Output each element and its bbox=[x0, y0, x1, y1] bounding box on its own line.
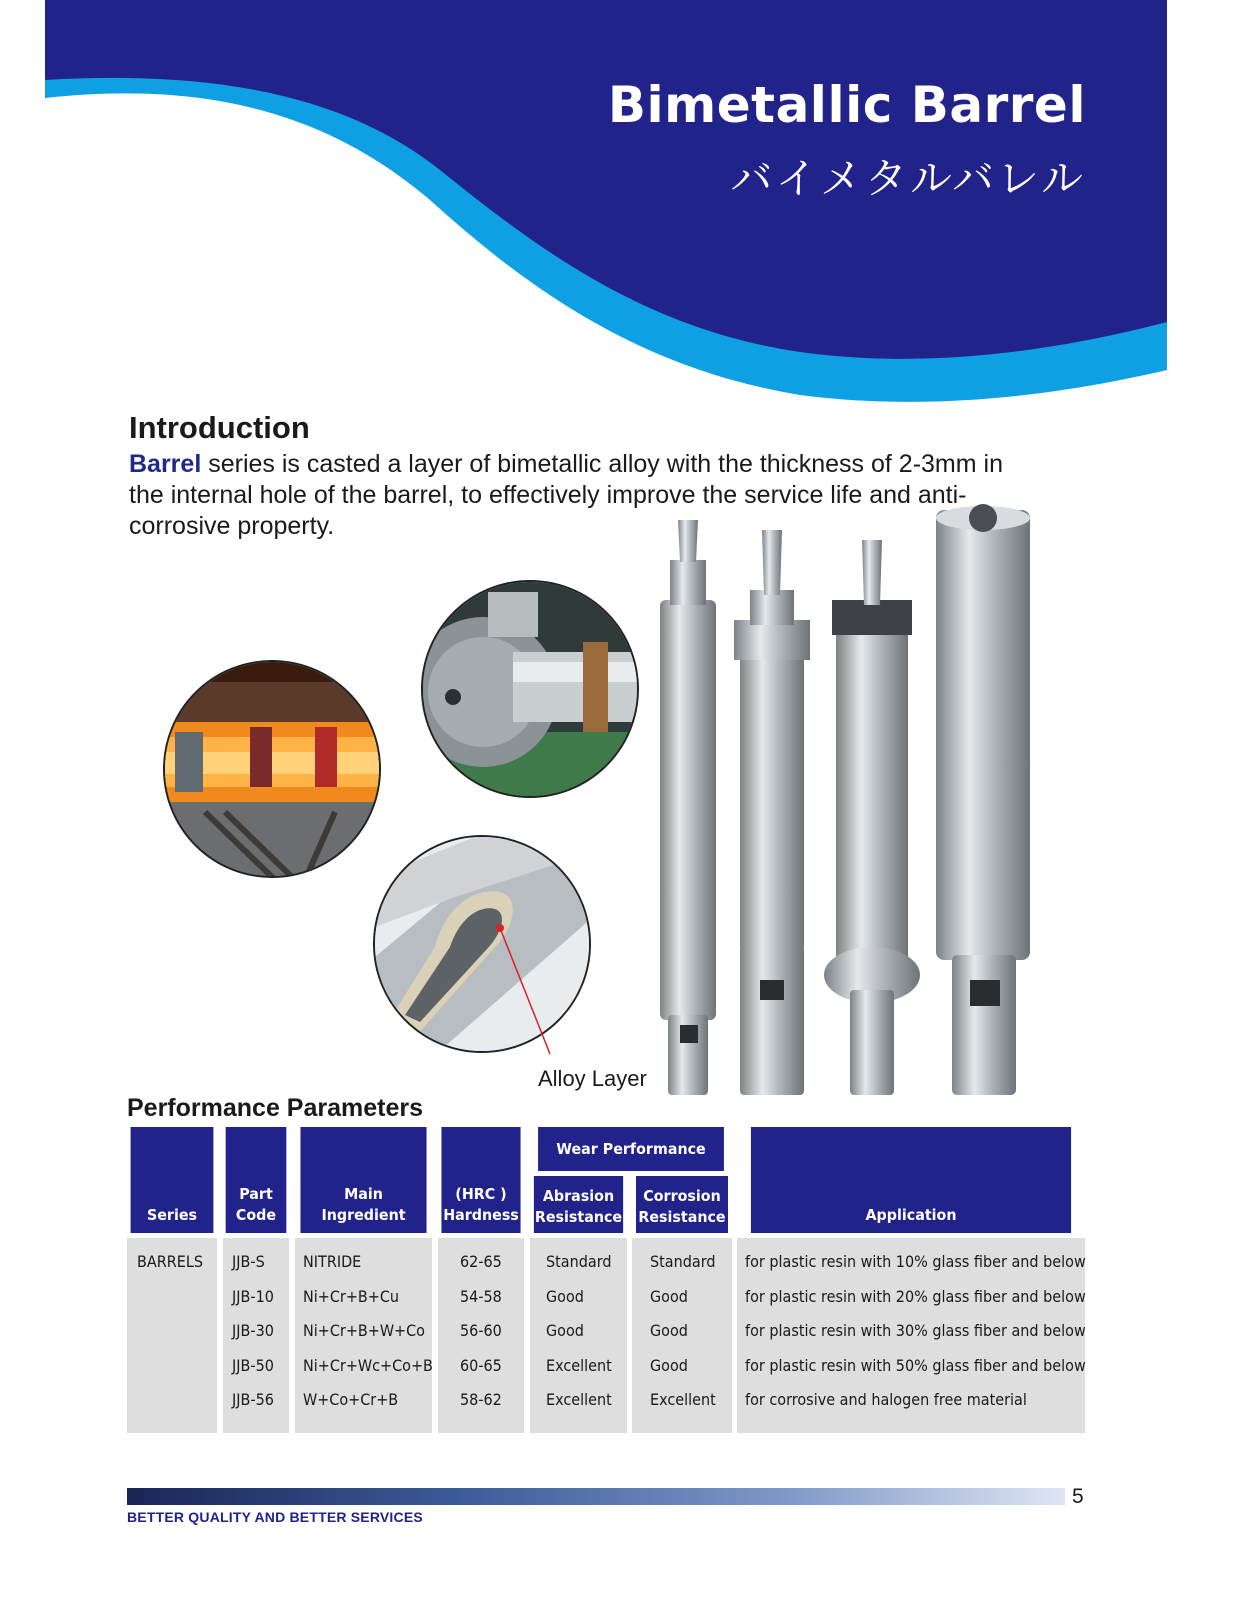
application-cell: for plastic resin with 50% glass fiber and below bbox=[745, 1356, 1086, 1375]
application-cell: for plastic resin with 30% glass fiber and below bbox=[745, 1321, 1086, 1340]
header-part-code bbox=[226, 1127, 287, 1233]
header-corrosion-resistance bbox=[636, 1176, 728, 1233]
footer-gradient-bar bbox=[127, 1488, 1065, 1505]
header-part-code-line-2: Code bbox=[235, 1206, 277, 1224]
header-abrasion-line-1: Abrasion bbox=[542, 1187, 615, 1205]
hardness-cell: 58-62 bbox=[460, 1390, 502, 1409]
part-code-cell: JJB-10 bbox=[232, 1287, 274, 1306]
alloy-layer-label: Alloy Layer bbox=[538, 1066, 647, 1091]
hardness-cell: 60-65 bbox=[460, 1356, 502, 1375]
part-code-cell: JJB-S bbox=[232, 1252, 265, 1271]
header-main-ingredient-line-1: Main bbox=[344, 1185, 383, 1203]
corrosion-cell: Excellent bbox=[650, 1390, 716, 1409]
ingredient-cell: Ni+Cr+B+W+Co bbox=[303, 1321, 425, 1340]
header-application-label: Application bbox=[865, 1206, 957, 1224]
hardness-cell: 54-58 bbox=[460, 1287, 502, 1306]
header-hardness-line-1: (HRC ) bbox=[455, 1185, 507, 1203]
application-cell: for corrosive and halogen free material bbox=[745, 1390, 1027, 1409]
abrasion-cell: Excellent bbox=[546, 1356, 612, 1375]
header-hardness bbox=[441, 1127, 520, 1233]
footer-slogan: BETTER QUALITY AND BETTER SERVICES bbox=[127, 1509, 423, 1525]
header-abrasion-line-2: Resistance bbox=[534, 1208, 623, 1226]
furnace-photo bbox=[163, 660, 381, 878]
intro-keyword: Barrel bbox=[129, 450, 202, 478]
header-corrosion-line-2: Resistance bbox=[638, 1208, 726, 1226]
intro-heading: Introduction bbox=[129, 410, 310, 445]
part-code-cell: JJB-50 bbox=[232, 1356, 274, 1375]
ingredient-cell: Ni+Cr+B+Cu bbox=[303, 1287, 400, 1306]
header-hardness-line-2: Hardness bbox=[443, 1206, 519, 1224]
ingredient-cell: Ni+Cr+Wc+Co+B bbox=[303, 1356, 433, 1375]
performance-heading: Performance Parameters bbox=[127, 1094, 423, 1122]
abrasion-cell: Standard bbox=[546, 1252, 612, 1271]
lathe-chuck-photo bbox=[421, 580, 639, 798]
hardness-cell: 56-60 bbox=[460, 1321, 502, 1340]
performance-table bbox=[127, 1127, 1085, 1433]
abrasion-cell: Excellent bbox=[546, 1390, 612, 1409]
header-wear-performance bbox=[538, 1127, 724, 1171]
abrasion-cell: Good bbox=[546, 1287, 584, 1306]
page-number: 5 bbox=[1072, 1485, 1084, 1508]
page-title-japanese: バイメタルバレル bbox=[730, 154, 1086, 203]
header-corrosion-line-1: Corrosion bbox=[643, 1187, 721, 1205]
hardness-cell: 62-65 bbox=[460, 1252, 502, 1271]
corrosion-cell: Good bbox=[650, 1287, 688, 1306]
part-code-cell: JJB-56 bbox=[232, 1390, 274, 1409]
ingredient-cell: W+Co+Cr+B bbox=[303, 1390, 399, 1409]
header-series-label: Series bbox=[146, 1206, 198, 1224]
header-part-code-line-1: Part bbox=[239, 1185, 273, 1203]
page-title: Bimetallic Barrel bbox=[607, 76, 1086, 134]
alloy-layer-pointer-line bbox=[490, 920, 560, 1060]
header-application bbox=[751, 1127, 1071, 1233]
header-abrasion-resistance bbox=[534, 1176, 623, 1233]
header-wave-band bbox=[0, 0, 1236, 420]
header-wear-performance-label: Wear Performance bbox=[556, 1139, 706, 1158]
header-series bbox=[131, 1127, 214, 1233]
corrosion-cell: Good bbox=[650, 1356, 688, 1375]
header-main-ingredient-line-2: Ingredient bbox=[321, 1206, 406, 1224]
corrosion-cell: Good bbox=[650, 1321, 688, 1340]
part-code-cell: JJB-30 bbox=[232, 1321, 274, 1340]
barrels-product-image bbox=[640, 500, 1060, 1110]
ingredient-cell: NITRIDE bbox=[303, 1252, 362, 1271]
abrasion-cell: Good bbox=[546, 1321, 584, 1340]
intro-body-text: series is casted a layer of bimetallic alloy with the thickness of 2-3mm in the internal hole of the barrel, to effectively improve the service life and anti-corrosive property. bbox=[129, 450, 1003, 540]
header-main-ingredient bbox=[300, 1127, 426, 1233]
application-cell: for plastic resin with 20% glass fiber and below bbox=[745, 1287, 1086, 1306]
corrosion-cell: Standard bbox=[650, 1252, 716, 1271]
application-cell: for plastic resin with 10% glass fiber and below bbox=[745, 1252, 1086, 1271]
series-name: BARRELS bbox=[137, 1252, 204, 1271]
